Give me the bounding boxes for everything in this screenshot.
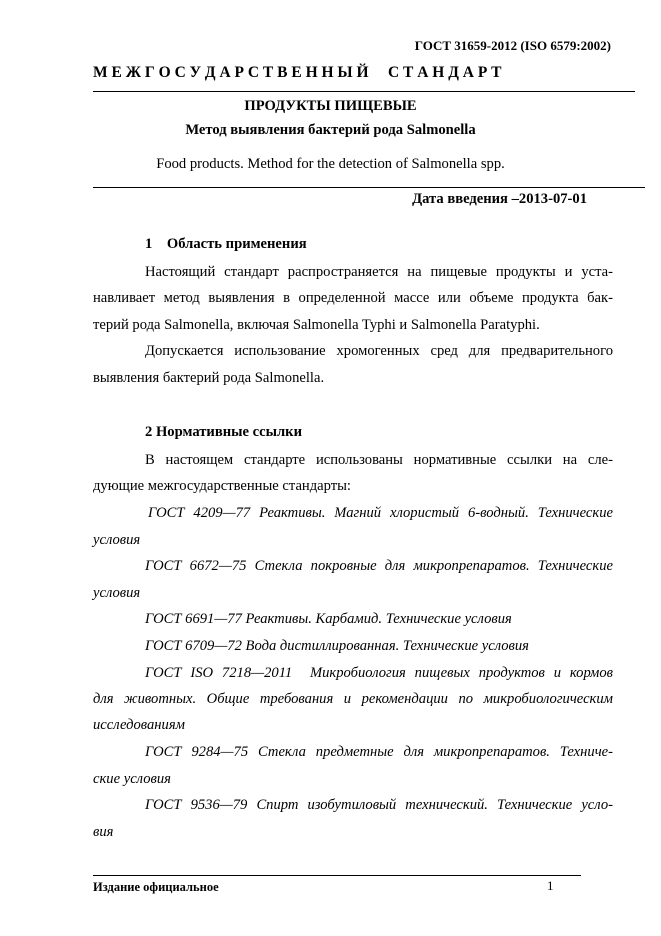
page-number: 1 — [547, 878, 554, 893]
reference-gost-9284-cont: ские условия — [93, 771, 171, 787]
reference-gost-9284: ГОСТ 9284—75 Стекла предметные для микропрепаратов. Техниче- — [145, 744, 613, 760]
standard-code: ГОСТ 31659-2012 (ISO 6579:2002) — [414, 38, 611, 53]
header-rule — [93, 91, 635, 92]
document-subtitle: Метод выявления бактерий рода Salmonella — [185, 122, 476, 138]
section-2-heading: 2 Нормативные ссылки — [145, 424, 302, 440]
reference-gost-iso-7218-cont: для животных. Общие требования и рекомендации по микробиологическим — [93, 691, 613, 707]
title-rule — [93, 187, 645, 188]
section-1-para-1-line: навливает метод выявления в определенной массе или объеме продукта бак- — [93, 290, 613, 306]
reference-gost-4209: ГОСТ 4209—77 Реактивы. Магний хлористый 6-водный. Технические — [148, 505, 613, 521]
section-1-heading: 1 Область применения — [145, 236, 307, 252]
introduction-date: Дата введения –2013-07-01 — [412, 191, 587, 207]
document-title: ПРОДУКТЫ ПИЩЕВЫЕ — [244, 98, 417, 114]
section-2-intro-line: В настоящем стандарте использованы нормативные ссылки на сле- — [145, 452, 613, 468]
reference-gost-9536-cont: вия — [93, 824, 114, 840]
reference-gost-6672-cont: условия — [93, 585, 141, 601]
section-2-intro-line: дующие межгосударственные стандарты: — [93, 478, 351, 494]
section-1-para-1-line: терий рода Salmonella, включая Salmonella Typhi и Salmonella Paratyphi. — [93, 317, 540, 333]
document-title-english: Food products. Method for the detection of Salmonella spp. — [156, 156, 505, 172]
reference-gost-6691: ГОСТ 6691—77 Реактивы. Карбамид. Технические условия — [145, 611, 512, 627]
section-1-para-1-line: Настоящий стандарт распространяется на пищевые продукты и уста- — [145, 264, 613, 280]
section-1-para-2-line: Допускается использование хромогенных сред для предварительного — [145, 343, 613, 359]
standard-category: М Е Ж Г О С У Д А Р С Т В Е Н Н Ы Й С Т А Н Д А Р Т — [93, 64, 502, 81]
footer-rule — [93, 875, 581, 876]
reference-gost-9536: ГОСТ 9536—79 Спирт изобутиловый технический. Технические усло- — [145, 797, 613, 813]
reference-gost-6672: ГОСТ 6672—75 Стекла покровные для микропрепаратов. Технические — [145, 558, 613, 574]
reference-gost-4209-cont: условия — [93, 532, 141, 548]
reference-gost-6709: ГОСТ 6709—72 Вода дистиллированная. Технические условия — [145, 638, 529, 654]
reference-gost-iso-7218-cont: исследованиям — [93, 717, 185, 733]
edition-label: Издание официальное — [93, 880, 219, 894]
reference-gost-iso-7218: ГОСТ ISO 7218—2011 Микробиология пищевых продуктов и кормов — [145, 665, 613, 681]
section-1-para-2-line: выявления бактерий рода Salmonella. — [93, 370, 325, 386]
